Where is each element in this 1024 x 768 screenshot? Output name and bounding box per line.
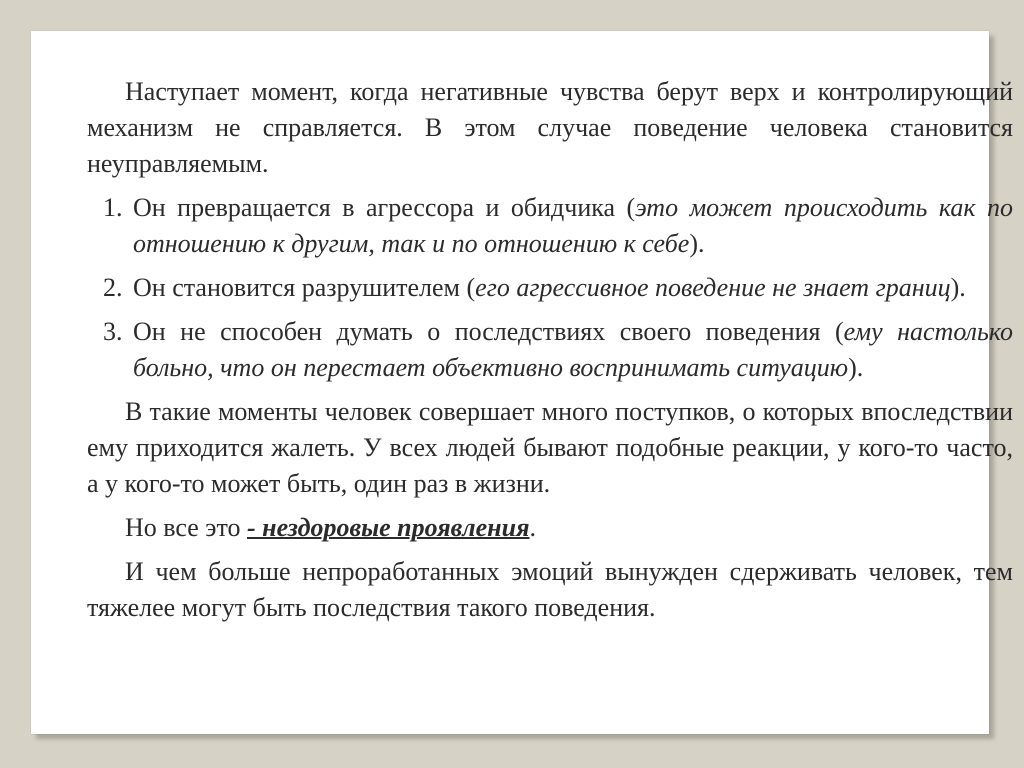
unhealthy-emphasis: - нездоровые проявления [246,513,530,542]
unhealthy-prefix: Но все это [125,513,247,542]
list-item-text: Он не способен думать о последствиях своего поведения ( [133,317,844,346]
intro-paragraph: Наступает момент, когда негативные чувства берут верх и контролирующий механизм не справляется. В этом случае поведение человека становится неуправляемым. [87,77,1013,178]
list-item-text: Он становится разрушителем ( [133,273,476,302]
unhealthy-suffix: . [529,513,536,542]
list-item-note: его агрессивное поведение не знает границ [475,273,951,302]
slide [31,31,1014,734]
list-number: 2. [103,273,123,302]
conclusion-paragraph: И чем больше непроработанных эмоций вынужден сдерживать человек, тем тяжелее могут быть последствия такого поведения. [87,557,1013,622]
list-item-end: ). [689,229,705,258]
list-item-end: ). [848,353,864,382]
list-item-3 [87,314,1013,386]
list-item-text: Он превращается в агрессора и обидчика ( [133,193,636,222]
list-item-1 [87,190,1013,262]
list-item-2 [87,270,1013,306]
list-item-note: ему настолько больно, что он перестает объективно воспринимать ситуацию [133,317,1014,382]
unhealthy-paragraph [87,510,1013,546]
slide-text [87,74,1013,626]
list-item-note: это может происходить как по отношению к другим, так и по отношению к себе [133,193,1013,258]
list-number: 3. [103,317,123,346]
moments-paragraph: В такие моменты человек совершает много поступков, о которых впоследствии ему приходится жалеть. У всех людей бывают подобные реакции, у кого-то часто, а у кого-то может быть, один раз в жизни. [87,397,1013,498]
list-item-end: ). [950,273,966,302]
list-number: 1. [103,193,123,222]
